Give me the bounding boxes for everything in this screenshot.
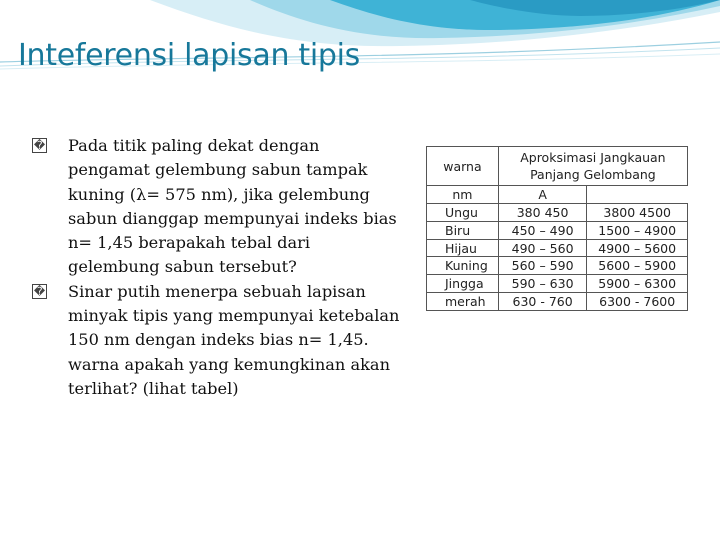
- header-nm: nm: [427, 186, 499, 204]
- bullet-list: [32, 134, 402, 401]
- bullet-box-icon: �: [33, 284, 46, 298]
- range-a: 1500 – 4900: [587, 221, 688, 239]
- bullet-item-2: [32, 280, 402, 401]
- range-nm: 450 – 490: [498, 221, 587, 239]
- range-nm: 490 – 560: [498, 239, 587, 257]
- bullet-text-2: Sinar putih menerpa sebuah lapisan minyak tipis yang mempunyai ketebalan 150 nm dengan indeks bias n= 1,45. warna apakah yang kemungkinan akan terlihat? (lihat tabel): [68, 281, 400, 398]
- range-nm: 380 450: [498, 203, 587, 221]
- color-name: Hijau: [427, 239, 499, 257]
- table-row: [427, 257, 688, 275]
- range-a: 3800 4500: [587, 203, 688, 221]
- color-name: Ungu: [427, 203, 499, 221]
- bullet-box-icon: �: [33, 139, 46, 152]
- color-name: merah: [427, 293, 499, 311]
- range-nm: 590 – 630: [498, 275, 587, 293]
- color-name: Kuning: [427, 257, 499, 275]
- table-row: [427, 221, 688, 239]
- range-a: 5600 – 5900: [587, 257, 688, 275]
- table-row: [427, 239, 688, 257]
- wavelength-table: [426, 146, 688, 311]
- range-a: 4900 – 5600: [587, 239, 688, 257]
- bullet-item-1: [32, 134, 402, 280]
- range-a: 6300 - 7600: [587, 293, 688, 311]
- table-row: [427, 293, 688, 311]
- header-warna: warna: [427, 147, 499, 186]
- range-a: 5900 – 6300: [587, 275, 688, 293]
- header-a: A: [498, 186, 587, 204]
- table-row: [427, 203, 688, 221]
- color-name: Jingga: [427, 275, 499, 293]
- header-group: Aproksimasi Jangkauan Panjang Gelombang: [498, 147, 687, 186]
- slide-title: Inteferensi lapisan tipis: [18, 38, 361, 73]
- bullet-text-1: Pada titik paling dekat dengan pengamat gelembung sabun tampak kuning (λ= 575 nm), jika gelembung sabun dianggap mempunyai indeks bias n= 1,45 berapakah tebal dari gelembung sabun tersebut?: [68, 136, 397, 277]
- color-name: Biru: [427, 221, 499, 239]
- range-nm: 630 - 760: [498, 293, 587, 311]
- table-row: [427, 275, 688, 293]
- range-nm: 560 – 590: [498, 257, 587, 275]
